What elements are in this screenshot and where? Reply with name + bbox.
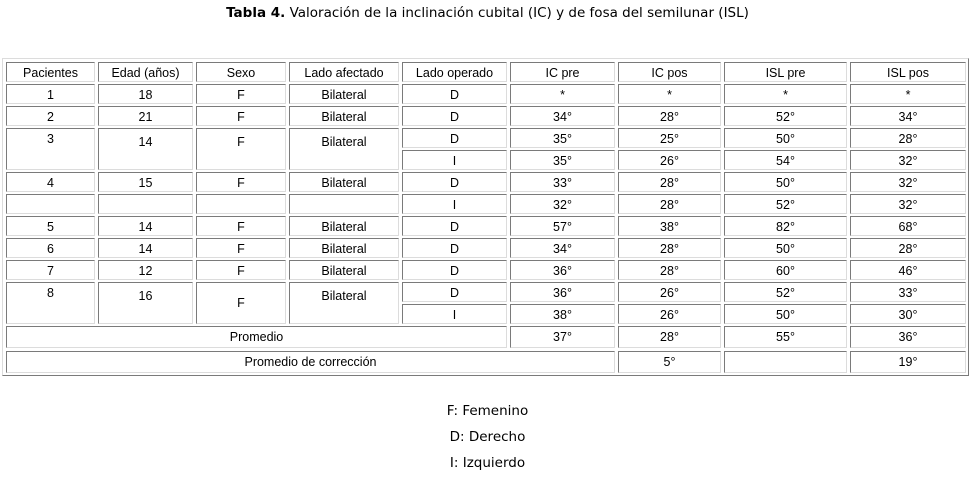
- patient-age: 18: [98, 84, 193, 104]
- patient-age: 14: [98, 216, 193, 236]
- isl-pre: 82°: [724, 216, 847, 236]
- average-ic-pos: 28°: [618, 326, 721, 348]
- legend-item-femenino: F: Femenino: [446, 403, 529, 419]
- patient-id: 8: [6, 282, 95, 324]
- data-table: [2, 58, 969, 376]
- ic-pos: 26°: [618, 150, 721, 170]
- patient-id: 2: [6, 106, 95, 126]
- patient-age: 12: [98, 260, 193, 280]
- isl-pos: 68°: [850, 216, 966, 236]
- ic-pre: 33°: [510, 172, 615, 192]
- operated-side: D: [402, 172, 507, 192]
- operated-side: D: [402, 84, 507, 104]
- patient-sex: F: [196, 260, 286, 280]
- patient-affected: Bilateral: [289, 216, 399, 236]
- operated-side: D: [402, 216, 507, 236]
- operated-side: I: [402, 150, 507, 170]
- patient-age: 21: [98, 106, 193, 126]
- patient-age: 14: [98, 238, 193, 258]
- isl-pos: *: [850, 84, 966, 104]
- patient-affected: Bilateral: [289, 84, 399, 104]
- isl-pre: *: [724, 84, 847, 104]
- empty-cell: [98, 194, 193, 214]
- isl-pre: 50°: [724, 304, 847, 324]
- header-cell: IC pos: [618, 62, 721, 82]
- table-caption: Valoración de la inclinación cubital (IC) y de fosa del semilunar (ISL): [285, 5, 749, 21]
- ic-pre: 38°: [510, 304, 615, 324]
- table-title: [0, 5, 975, 21]
- isl-pos: 46°: [850, 260, 966, 280]
- patient-id: 1: [6, 84, 95, 104]
- isl-pos: 32°: [850, 172, 966, 192]
- patient-sex: F: [196, 106, 286, 126]
- operated-side: D: [402, 106, 507, 126]
- average-ic-pre: 37°: [510, 326, 615, 348]
- average-label: Promedio: [6, 326, 507, 348]
- legend-item-izquierdo: I: Izquierdo: [449, 455, 526, 471]
- ic-pre: 57°: [510, 216, 615, 236]
- ic-pre: 35°: [510, 150, 615, 170]
- patient-id: 3: [6, 128, 95, 170]
- ic-pre: *: [510, 84, 615, 104]
- ic-pre: 34°: [510, 106, 615, 126]
- isl-pos: 34°: [850, 106, 966, 126]
- ic-pre: 36°: [510, 282, 615, 302]
- operated-side: I: [402, 304, 507, 324]
- operated-side: D: [402, 282, 507, 302]
- patient-affected: Bilateral: [289, 128, 399, 170]
- ic-pos: 25°: [618, 128, 721, 148]
- header-cell: Sexo: [196, 62, 286, 82]
- ic-pos: 28°: [618, 194, 721, 214]
- ic-pos: 28°: [618, 238, 721, 258]
- patient-affected: Bilateral: [289, 238, 399, 258]
- isl-pos: 28°: [850, 128, 966, 148]
- patient-age: 16: [98, 282, 193, 324]
- patient-affected: Bilateral: [289, 282, 399, 324]
- isl-pos: 30°: [850, 304, 966, 324]
- operated-side: D: [402, 128, 507, 148]
- average-isl-pre: 55°: [724, 326, 847, 348]
- empty-cell: [724, 351, 847, 373]
- ic-pos: 26°: [618, 304, 721, 324]
- ic-pos: 28°: [618, 260, 721, 280]
- empty-cell: [6, 194, 95, 214]
- patient-id: 5: [6, 216, 95, 236]
- isl-pos: 32°: [850, 150, 966, 170]
- patient-id: 6: [6, 238, 95, 258]
- header-cell: ISL pre: [724, 62, 847, 82]
- header-cell: IC pre: [510, 62, 615, 82]
- isl-pre: 52°: [724, 282, 847, 302]
- ic-pos: *: [618, 84, 721, 104]
- header-cell: Edad (años): [98, 62, 193, 82]
- patient-sex: F: [196, 128, 286, 170]
- isl-pre: 52°: [724, 106, 847, 126]
- ic-pos: 28°: [618, 106, 721, 126]
- patient-age: 15: [98, 172, 193, 192]
- ic-pos: 26°: [618, 282, 721, 302]
- isl-pre: 54°: [724, 150, 847, 170]
- patient-affected: Bilateral: [289, 172, 399, 192]
- ic-pre: 36°: [510, 260, 615, 280]
- patient-sex: F: [196, 172, 286, 192]
- patient-affected: Bilateral: [289, 106, 399, 126]
- isl-pre: 60°: [724, 260, 847, 280]
- patient-sex: F: [196, 216, 286, 236]
- average-isl-pos: 36°: [850, 326, 966, 348]
- isl-pre: 52°: [724, 194, 847, 214]
- operated-side: D: [402, 238, 507, 258]
- ic-pre: 35°: [510, 128, 615, 148]
- ic-pre: 34°: [510, 238, 615, 258]
- header-cell: ISL pos: [850, 62, 966, 82]
- correction-isl-pos: 19°: [850, 351, 966, 373]
- operated-side: I: [402, 194, 507, 214]
- correction-ic-pos: 5°: [618, 351, 721, 373]
- isl-pos: 28°: [850, 238, 966, 258]
- ic-pos: 28°: [618, 172, 721, 192]
- empty-cell: [289, 194, 399, 214]
- patient-id: 4: [6, 172, 95, 192]
- empty-cell: [196, 194, 286, 214]
- correction-label: Promedio de corrección: [6, 351, 615, 373]
- isl-pre: 50°: [724, 238, 847, 258]
- header-cell: Lado operado: [402, 62, 507, 82]
- patient-sex: F: [196, 238, 286, 258]
- table-number: Tabla 4.: [226, 5, 286, 21]
- patient-id: 7: [6, 260, 95, 280]
- isl-pos: 32°: [850, 194, 966, 214]
- isl-pre: 50°: [724, 172, 847, 192]
- isl-pre: 50°: [724, 128, 847, 148]
- patient-sex: F: [196, 84, 286, 104]
- legend-item-derecho: D: Derecho: [449, 429, 526, 445]
- ic-pre: 32°: [510, 194, 615, 214]
- header-cell: Lado afectado: [289, 62, 399, 82]
- operated-side: D: [402, 260, 507, 280]
- patient-sex: F: [196, 282, 286, 324]
- ic-pos: 38°: [618, 216, 721, 236]
- isl-pos: 33°: [850, 282, 966, 302]
- patient-age: 14: [98, 128, 193, 170]
- patient-affected: Bilateral: [289, 260, 399, 280]
- header-cell: Pacientes: [6, 62, 95, 82]
